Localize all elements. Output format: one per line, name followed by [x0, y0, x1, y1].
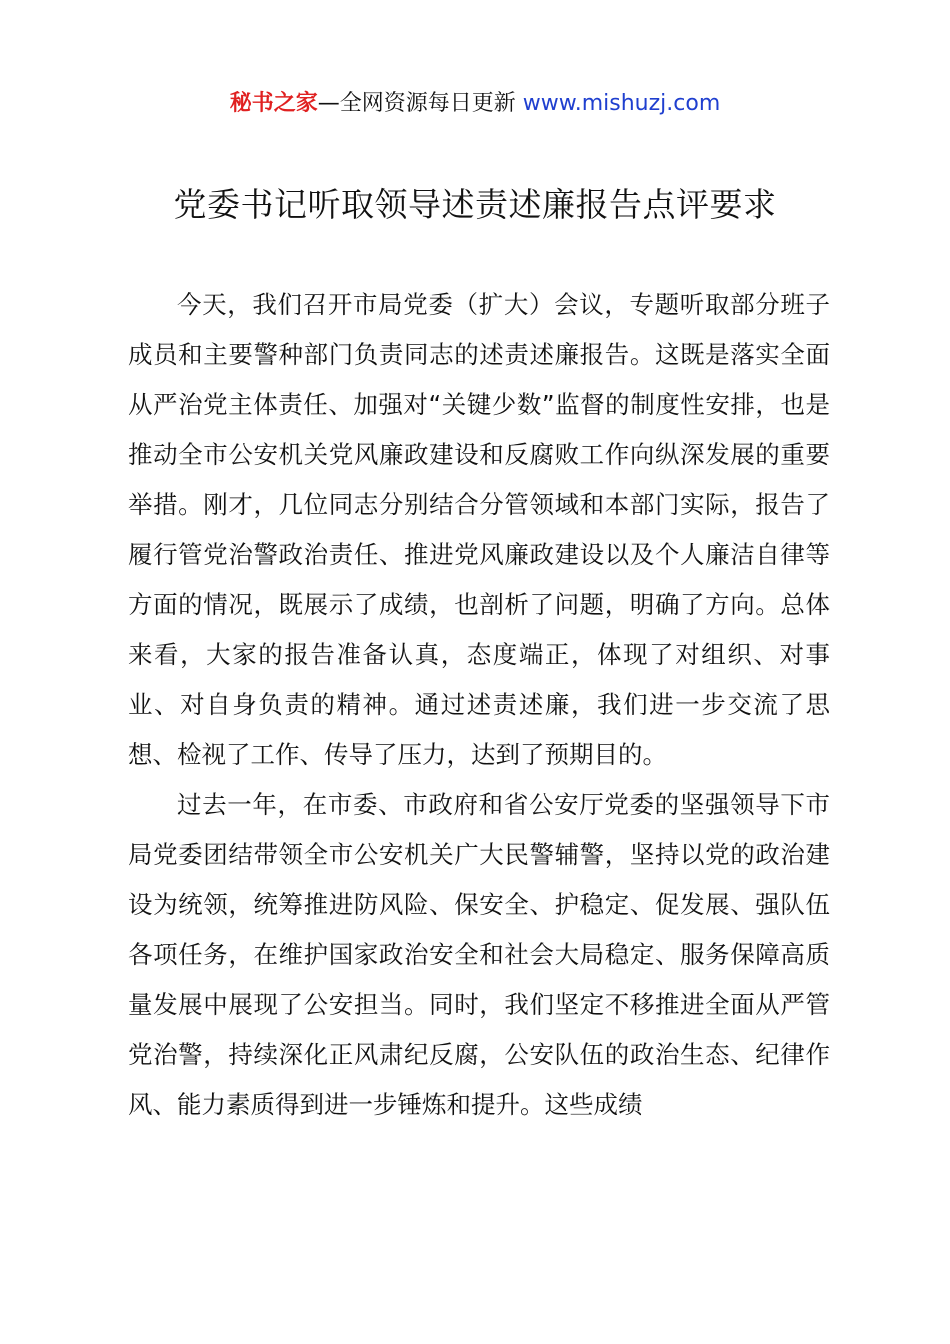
site-url-link[interactable]: www.mishuzj.com: [522, 91, 721, 116]
header-tagline: —全网资源每日更新: [317, 91, 523, 116]
body-paragraph-2: 过去一年，在市委、市政府和省公安厅党委的坚强领导下市局党委团结带领全市公安机关广大民警辅警，坚持以党的政治建设为统领，统筹推进防风险、保安全、护稳定、促发展、强队伍各项任务，在维护国家政治安全和社会大局稳定、服务保障高质量发展中展现了公安担当。同时，我们坚定不移推进全面从严管党治警，持续深化正风肃纪反腐，公安队伍的政治生态、纪律作风、能力素质得到进一步锤炼和提升。这些成绩: [128, 790, 830, 1119]
body-paragraph-1: 今天，我们召开市局党委（扩大）会议，专题听取部分班子成员和主要警种部门负责同志的述责述廉报告。这既是落实全面从严治党主体责任、加强对“关键少数”监督的制度性安排，也是推动全市公安机关党风廉政建设和反腐败工作向纵深发展的重要举措。刚才，几位同志分别结合分管领域和本部门实际，报告了履行管党治警政治责任、推进党风廉政建设以及个人廉洁自律等方面的情况，既展示了成绩，也剖析了问题，明确了方向。总体来看，大家的报告准备认真，态度端正，体现了对组织、对事业、对自身负责的精神。通过述责述廉，我们进一步交流了思想、检视了工作、传导了压力，达到了预期目的。: [128, 290, 830, 769]
brand-name: 秘书之家: [229, 91, 318, 116]
document-title: 党委书记听取领导述责述廉报告点评要求: [173, 185, 777, 224]
document-body: [128, 280, 830, 1130]
site-header: [0, 86, 950, 122]
